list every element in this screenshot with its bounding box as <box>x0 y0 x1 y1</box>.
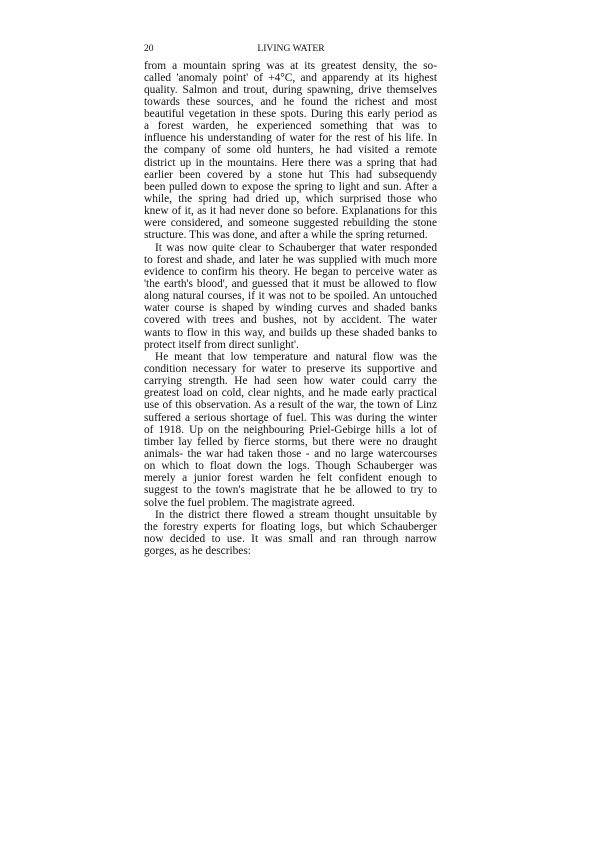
paragraph <box>144 242 437 351</box>
text-line: the company of some old hunters, he had visited a remote <box>144 144 437 157</box>
text-line: knew of it, as it had never done so before. Explanations for this <box>144 205 437 218</box>
text-line: In the district there flowed a stream thought unsuitable by <box>155 508 437 521</box>
text-line: district up in the mountains. Here there was a spring that had <box>144 156 437 169</box>
text-line: covered with trees and bushes, not by accident. The water <box>144 314 437 327</box>
text-line: along natural courses, if it was not to be spoiled. An untouched <box>144 290 437 303</box>
text-line: been pulled down to expose the spring to light and sun. After a <box>144 180 437 193</box>
paragraph <box>144 509 437 558</box>
text-line: It was now quite clear to Schauberger that water responded <box>155 241 437 254</box>
text-line: water course is shaped by winding curves and shaded banks <box>144 302 437 315</box>
text-line: 'the earth's blood', and guessed that it must be allowed to flow <box>144 278 437 291</box>
text-line: gorges, as he describes: <box>144 545 251 558</box>
text-line: the forestry experts for floating logs, but which Schauberger <box>144 520 437 533</box>
text-line: He meant that low temperature and natural flow was the <box>155 350 437 363</box>
text-line: influence his understanding of water for the rest of his life. In <box>144 132 437 145</box>
text-line: quality. Salmon and trout, during spawning, drive themselves <box>144 83 437 96</box>
text-line: were considered, and someone suggested rebuilding the stone <box>144 217 437 230</box>
running-title: LIVING WATER <box>257 43 325 54</box>
text-line: earlier been covered by a stone hut This had subsequendy <box>144 168 437 181</box>
page-number: 20 <box>144 43 154 54</box>
text-line: wants to flow in this way, and builds up these shaded banks to <box>144 326 437 339</box>
text-line: use of this observation. As a result of the war, the town of Linz <box>144 399 437 412</box>
text-line: from a mountain spring was at its greatest density, the so- <box>144 59 437 72</box>
body-text <box>144 60 437 558</box>
paragraph <box>144 351 437 509</box>
text-line: solve the fuel problem. The magistrate agreed. <box>144 496 355 509</box>
text-line: structure. This was done, and after a while the spring returned. <box>144 229 428 242</box>
text-line: called 'anomaly point' of +4°C, and apparendy at its highest <box>144 71 437 84</box>
text-line: suggest to the town's magistrate that he be allowed to try to <box>144 484 437 497</box>
text-line: greatest load on cold, clear nights, and he made early practical <box>144 387 437 400</box>
text-line: now decided to use. It was small and ran through narrow <box>144 532 437 545</box>
text-line: towards these sources, and he found the richest and most <box>144 95 437 108</box>
text-line: to forest and shade, and later he was supplied with much more <box>144 253 437 266</box>
text-line: suffered a serious shortage of fuel. This was during the winter <box>144 411 437 424</box>
text-line: on which to float down the logs. Though Schauberger was <box>144 460 437 473</box>
text-line: protect itself from direct sunlight'. <box>144 338 299 351</box>
text-line: animals- the war had taken those - and no large watercourses <box>144 448 437 460</box>
page-header <box>144 43 438 57</box>
text-line: evidence to confirm his theory. He began to perceive water as <box>144 265 437 278</box>
text-line: a forest warden, he experienced something that was to <box>144 120 437 133</box>
text-line: carrying strength. He had seen how water could carry the <box>144 375 437 388</box>
text-line: timber lay felled by fierce storms, but there were no draught <box>144 435 437 448</box>
text-line: beautiful vegetation in these spots. During this early period as <box>144 108 437 121</box>
paragraph <box>144 60 437 242</box>
text-line: merely a junior forest warden he felt confident enough to <box>144 472 437 485</box>
text-line: of 1918. Up on the neighbouring Priel-Gebirge hills a lot of <box>144 423 437 436</box>
text-line: condition necessary for water to preserve its supportive and <box>144 363 437 376</box>
text-line: while, the spring had dried up, which surprised those who <box>144 193 437 206</box>
